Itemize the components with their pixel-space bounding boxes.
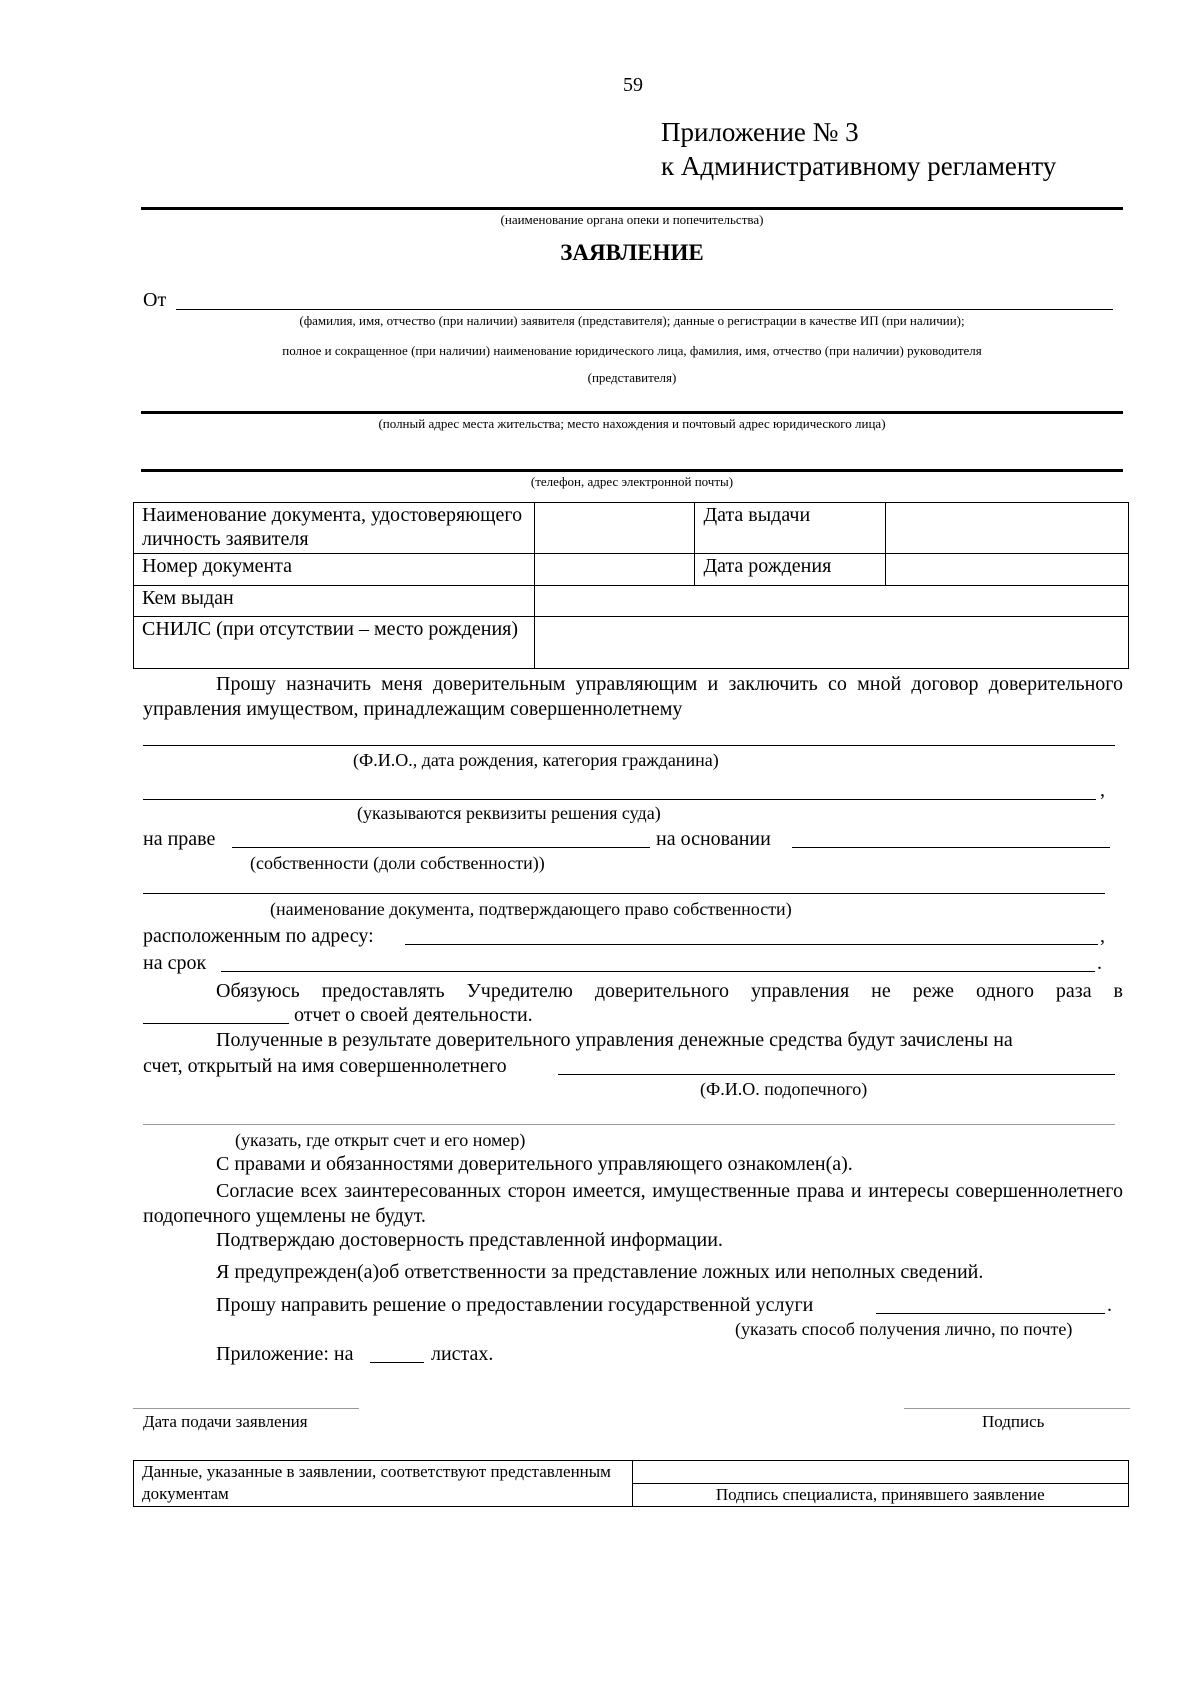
contacts-caption: (телефон, адрес электронной почты) <box>530 474 734 489</box>
term-line[interactable] <box>221 971 1095 972</box>
verification-table <box>133 1460 1129 1507</box>
on-right-label: на праве <box>143 828 216 850</box>
issued-by-label: Кем выдан <box>134 586 535 617</box>
address-line[interactable] <box>141 411 1123 414</box>
issue-date-label: Дата выдачи <box>695 503 886 554</box>
frequency-line[interactable] <box>143 1023 289 1024</box>
sheets-count-line[interactable] <box>370 1362 424 1363</box>
snils-label: СНИЛС (при отсутствии – место рождения) <box>134 617 535 669</box>
send-decision-text: Прошу направить решение о предоставлении государственной услуги <box>216 1294 814 1316</box>
from-line[interactable] <box>176 309 1113 310</box>
specialist-signature-label: Подпись специалиста, принявшего заявление <box>632 1484 1128 1507</box>
doc-number-label: Номер документа <box>134 554 535 586</box>
issued-by-value[interactable] <box>534 586 1128 617</box>
confirm-text: Подтверждаю достоверность представленной информации. <box>216 1229 723 1251</box>
account-caption: (указать, где открыт счет и его номер) <box>235 1130 526 1150</box>
contacts-line[interactable] <box>141 469 1123 472</box>
ward-line[interactable] <box>143 745 1115 746</box>
from-label: От <box>143 289 167 311</box>
applicant-caption-2: полное и сокращенное (при наличии) наименование юридического лица, фамилия, имя, отчество (при наличии) руководителя <box>282 343 982 358</box>
specialist-signature-cell[interactable] <box>632 1461 1128 1484</box>
appendix-line-2: к Административному регламенту <box>661 151 1057 181</box>
method-caption: (указать способ получения лично, по почте) <box>735 1319 1073 1339</box>
signature-line[interactable] <box>904 1408 1130 1409</box>
fio-ward-caption: (Ф.И.О., дата рождения, категория гражданина) <box>353 750 719 770</box>
doc-basis-caption: (наименование документа, подтверждающего право собственности) <box>270 899 792 919</box>
address-caption: (полный адрес места жительства; место нахождения и почтовый адрес юридического лица) <box>378 416 886 431</box>
account-line[interactable] <box>143 1124 1115 1125</box>
doc-name-label: Наименование документа, удостоверяющего личность заявителя <box>134 503 535 554</box>
obligation-line-2: отчет о своей деятельности. <box>294 1004 533 1026</box>
identity-table <box>133 502 1129 669</box>
birth-date-value[interactable] <box>886 554 1129 586</box>
snils-value[interactable] <box>534 617 1128 669</box>
ward-name-line[interactable] <box>558 1074 1115 1075</box>
basis-line[interactable] <box>792 847 1110 848</box>
court-line-comma: , <box>1100 779 1105 801</box>
authority-caption: (наименование органа опеки и попечительства) <box>500 212 764 227</box>
doc-basis-line[interactable] <box>143 893 1105 894</box>
request-paragraph: Прошу назначить меня доверительным управляющим и заключить со мной договор доверительного управления имуществом, принадлежащим совершеннолетнему <box>143 673 1123 720</box>
method-line[interactable] <box>876 1313 1105 1314</box>
doc-name-value[interactable] <box>534 503 695 554</box>
court-caption: (указываются реквизиты решения суда) <box>357 803 661 823</box>
acquainted-text: С правами и обязанностями доверительного управляющего ознакомлен(а). <box>216 1153 853 1175</box>
on-basis-label: на основании <box>656 828 771 850</box>
date-line[interactable] <box>133 1408 359 1409</box>
court-line[interactable] <box>143 799 1096 800</box>
date-label: Дата подачи заявления <box>143 1412 308 1431</box>
right-line[interactable] <box>232 847 650 848</box>
doc-number-value[interactable] <box>534 554 695 586</box>
attachment-label: Приложение: на <box>216 1343 354 1365</box>
signature-label: Подпись <box>982 1412 1045 1431</box>
send-period: . <box>1107 1294 1112 1316</box>
authority-line <box>141 207 1123 210</box>
appendix-line-1: Приложение № 3 <box>661 117 859 147</box>
attachment-sheets: листах. <box>431 1343 494 1365</box>
funds-line-2: счет, открытый на имя совершеннолетнего <box>143 1055 507 1077</box>
consent-paragraph: Согласие всех заинтересованных сторон имеется, имущественные права и интересы совершеннолетнего подопечного ущемлены не будут. <box>143 1180 1123 1227</box>
ownership-caption: (собственности (доли собственности)) <box>250 853 545 873</box>
located-comma: , <box>1100 925 1105 947</box>
applicant-caption-1: (фамилия, имя, отчество (при наличии) заявителя (представителя); данные о регистрации в качестве ИП (при наличии); <box>299 313 965 328</box>
document-title: ЗАЯВЛЕНИЕ <box>560 240 704 265</box>
fio-ward2-caption: (Ф.И.О. подопечного) <box>700 1079 868 1099</box>
applicant-caption-3: (представителя) <box>587 370 677 385</box>
warned-text: Я предупрежден(а)об ответственности за представление ложных или неполных сведений. <box>216 1261 984 1283</box>
located-label: расположенным по адресу: <box>143 925 374 947</box>
page-number: 59 <box>623 74 643 96</box>
issue-date-value[interactable] <box>886 503 1129 554</box>
address-value-line[interactable] <box>405 944 1098 945</box>
term-period: . <box>1097 952 1102 974</box>
birth-date-label: Дата рождения <box>695 554 886 586</box>
term-label: на срок <box>143 952 207 974</box>
funds-line-1: Полученные в результате доверительного управления денежные средства будут зачислены на <box>216 1029 1013 1051</box>
obligation-line-1: Обязуюсь предоставлять Учредителю доверительного управления не реже одного раза в <box>216 980 1123 1002</box>
verification-text: Данные, указанные в заявлении, соответствуют представленным документам <box>134 1461 633 1507</box>
